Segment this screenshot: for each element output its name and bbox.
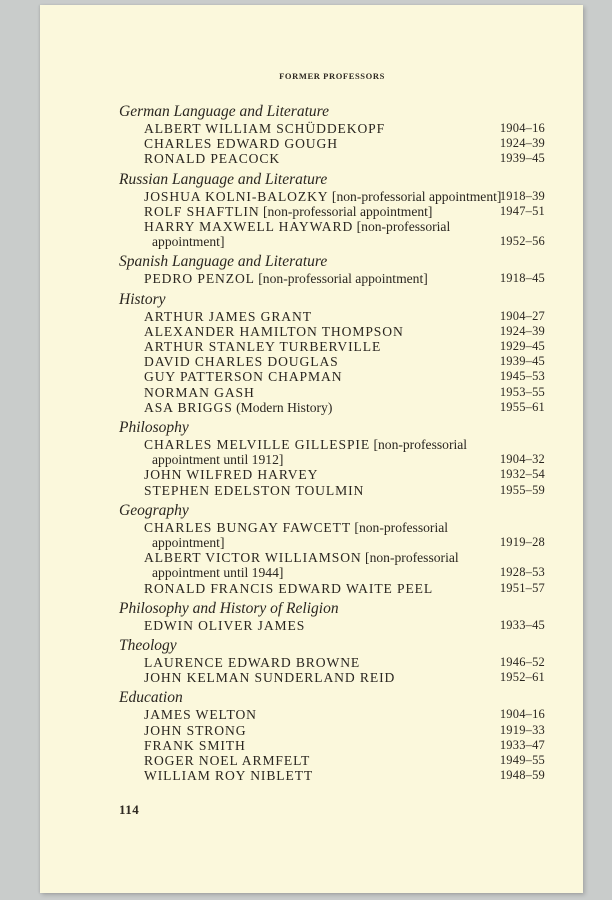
professor-name: CHARLES BUNGAY FAWCETT	[144, 519, 352, 535]
tenure-dates: 1924–39	[499, 323, 545, 338]
professor-name: ALBERT VICTOR WILLIAMSON	[144, 550, 362, 566]
professor-name: RONALD PEACOCK	[144, 151, 281, 167]
section-heading: Philosophy and History of Religion	[119, 599, 339, 617]
professor-name: ROGER NOEL ARMFELT	[144, 753, 311, 769]
entry-continuation-line	[144, 565, 545, 580]
professor-entry	[119, 723, 545, 738]
tenure-dates: 1939–45	[499, 354, 545, 369]
entry-line	[144, 354, 545, 369]
section	[119, 291, 545, 415]
professor-entry	[119, 670, 545, 685]
entry-line	[144, 581, 545, 596]
professor-entry	[119, 753, 545, 768]
entry-line	[144, 136, 545, 151]
entry-line	[144, 550, 545, 565]
professor-name: ARTHUR STANLEY TURBERVILLE	[144, 339, 382, 355]
tenure-dates: 1948–59	[499, 768, 545, 783]
tenure-dates: 1904–16	[499, 121, 545, 135]
professor-entry	[119, 707, 545, 722]
tenure-dates: 1918–45	[499, 271, 545, 286]
section-heading: Geography	[119, 501, 189, 519]
professor-entry	[119, 581, 545, 596]
tenure-dates: 1955–61	[499, 399, 545, 414]
entry-continuation-line	[144, 452, 545, 467]
book-page	[40, 5, 583, 893]
section-heading: German Language and Literature	[119, 103, 329, 120]
professor-entry	[119, 437, 545, 467]
professor-entry	[119, 369, 545, 384]
tenure-dates: 1933–47	[499, 737, 545, 752]
professor-name: GUY PATTERSON CHAPMAN	[144, 369, 343, 385]
tenure-dates: 1952–61	[499, 670, 545, 685]
tenure-dates: 1933–45	[499, 617, 545, 632]
section-heading: Spanish Language and Literature	[119, 253, 328, 271]
page-number: 114	[119, 802, 140, 817]
professor-entry	[119, 136, 545, 151]
professor-name: JOSHUA KOLNI-BALOZKY	[144, 188, 329, 204]
professor-name: FRANK SMITH	[144, 737, 246, 753]
professor-entry	[119, 324, 545, 339]
section	[119, 103, 545, 167]
professor-name: ALEXANDER HAMILTON THOMPSON	[144, 323, 404, 339]
professor-name: JAMES WELTON	[144, 707, 257, 723]
entry-line	[144, 339, 545, 354]
section-heading: History	[119, 290, 166, 308]
professor-name: NORMAN GASH	[144, 384, 255, 400]
tenure-dates: 1952–56	[499, 234, 545, 249]
appointment-note: [non-professorial appointment]	[328, 188, 502, 204]
section-heading: Education	[119, 689, 183, 707]
entry-continuation-line	[144, 535, 545, 550]
professor-entry	[119, 354, 545, 369]
professor-entry	[119, 738, 545, 753]
entry-line	[144, 483, 545, 498]
section	[119, 600, 545, 633]
entry-line	[144, 309, 545, 324]
professor-entry	[119, 309, 545, 324]
professor-name: JOHN WILFRED HARVEY	[144, 467, 319, 483]
section	[119, 689, 545, 783]
professor-entry	[119, 385, 545, 400]
professor-name: LAURENCE EDWARD BROWNE	[144, 655, 361, 671]
professor-entry	[119, 151, 545, 166]
entry-line	[144, 369, 545, 384]
professor-name: ASA BRIGGS	[144, 399, 233, 415]
appointment-note: appointment until 1944]	[152, 565, 284, 581]
professor-entry	[119, 520, 545, 550]
professor-entry	[119, 768, 545, 783]
professor-entry	[119, 339, 545, 354]
tenure-dates: 1947–51	[499, 203, 545, 218]
tenure-dates: 1928–53	[499, 565, 545, 580]
professor-entry	[119, 189, 545, 204]
appointment-note: appointment]	[152, 234, 225, 250]
tenure-dates: 1945–53	[499, 369, 545, 384]
entry-line	[144, 753, 545, 768]
professor-name: STEPHEN EDELSTON TOULMIN	[144, 482, 365, 498]
professor-name: ARTHUR JAMES GRANT	[144, 308, 312, 324]
entry-line	[144, 437, 545, 452]
professor-name: ALBERT WILLIAM SCHÜDDEKOPF	[144, 121, 386, 136]
tenure-dates: 1904–27	[499, 308, 545, 323]
professor-name: RONALD FRANCIS EDWARD WAITE PEEL	[144, 580, 434, 596]
appointment-note: (Modern History)	[232, 399, 333, 415]
tenure-dates: 1924–39	[499, 136, 545, 151]
professor-name: HARRY MAXWELL HAYWARD	[144, 219, 354, 235]
section	[119, 637, 545, 685]
professor-name: PEDRO PENZOL	[144, 271, 255, 287]
appointment-note: [non-professorial	[351, 519, 449, 535]
entry-line	[144, 723, 545, 738]
section-heading: Philosophy	[119, 419, 189, 437]
entry-line	[144, 768, 545, 783]
entry-line	[144, 738, 545, 753]
professor-name: EDWIN OLIVER JAMES	[144, 617, 306, 633]
tenure-dates: 1932–54	[499, 467, 545, 482]
sections-list	[119, 103, 545, 788]
professor-name: JOHN STRONG	[144, 722, 247, 738]
entry-continuation-line	[144, 234, 545, 249]
running-title: FORMER PROFESSORS	[279, 71, 385, 81]
tenure-dates: 1953–55	[499, 384, 545, 399]
section-heading: Russian Language and Literature	[119, 170, 328, 188]
appointment-note: appointment]	[152, 535, 225, 551]
entry-line	[144, 271, 545, 286]
professor-entry	[119, 219, 545, 249]
entry-line	[144, 324, 545, 339]
entry-line	[144, 467, 545, 482]
tenure-dates: 1918–39	[499, 188, 545, 203]
appointment-note: [non-professorial	[353, 219, 451, 235]
professor-entry	[119, 550, 545, 580]
professor-name: CHARLES MELVILLE GILLESPIE	[144, 437, 371, 453]
entry-line	[144, 707, 545, 722]
entry-line	[144, 121, 545, 136]
entry-line	[144, 219, 545, 234]
section	[119, 171, 545, 250]
section	[119, 502, 545, 596]
professor-name: JOHN KELMAN SUNDERLAND REID	[144, 670, 396, 686]
appointment-note: [non-professorial appointment]	[259, 203, 433, 219]
professor-entry	[119, 467, 545, 482]
tenure-dates: 1939–45	[499, 151, 545, 166]
professor-name: ROLF SHAFTLIN	[144, 203, 260, 219]
professor-entry	[119, 121, 545, 136]
professor-entry	[119, 400, 545, 415]
entry-line	[144, 385, 545, 400]
tenure-dates: 1949–55	[499, 753, 545, 768]
tenure-dates: 1951–57	[499, 580, 545, 595]
entry-line	[144, 204, 545, 219]
professor-entry	[119, 483, 545, 498]
appointment-note: [non-professorial appointment]	[254, 271, 428, 287]
section	[119, 419, 545, 498]
entry-line	[144, 151, 545, 166]
entry-line	[144, 189, 545, 204]
appointment-note: [non-professorial	[370, 437, 468, 453]
professor-entry	[119, 271, 545, 286]
appointment-note: appointment until 1912]	[152, 452, 284, 468]
entry-line	[144, 400, 545, 415]
tenure-dates: 1904–32	[499, 452, 545, 467]
tenure-dates: 1946–52	[499, 655, 545, 670]
professor-entry	[119, 618, 545, 633]
professor-name: DAVID CHARLES DOUGLAS	[144, 354, 339, 370]
professor-name: WILLIAM ROY NIBLETT	[144, 768, 314, 784]
professor-entry	[119, 204, 545, 219]
entry-line	[144, 618, 545, 633]
tenure-dates: 1904–16	[499, 707, 545, 722]
tenure-dates: 1919–28	[499, 535, 545, 550]
entry-line	[144, 670, 545, 685]
appointment-note: [non-professorial	[361, 550, 459, 566]
tenure-dates: 1919–33	[499, 722, 545, 737]
professor-name: CHARLES EDWARD GOUGH	[144, 136, 338, 152]
section-heading: Theology	[119, 637, 177, 655]
professor-entry	[119, 655, 545, 670]
entry-line	[144, 655, 545, 670]
section	[119, 253, 545, 286]
tenure-dates: 1929–45	[499, 339, 545, 354]
tenure-dates: 1955–59	[499, 482, 545, 497]
entry-line	[144, 520, 545, 535]
